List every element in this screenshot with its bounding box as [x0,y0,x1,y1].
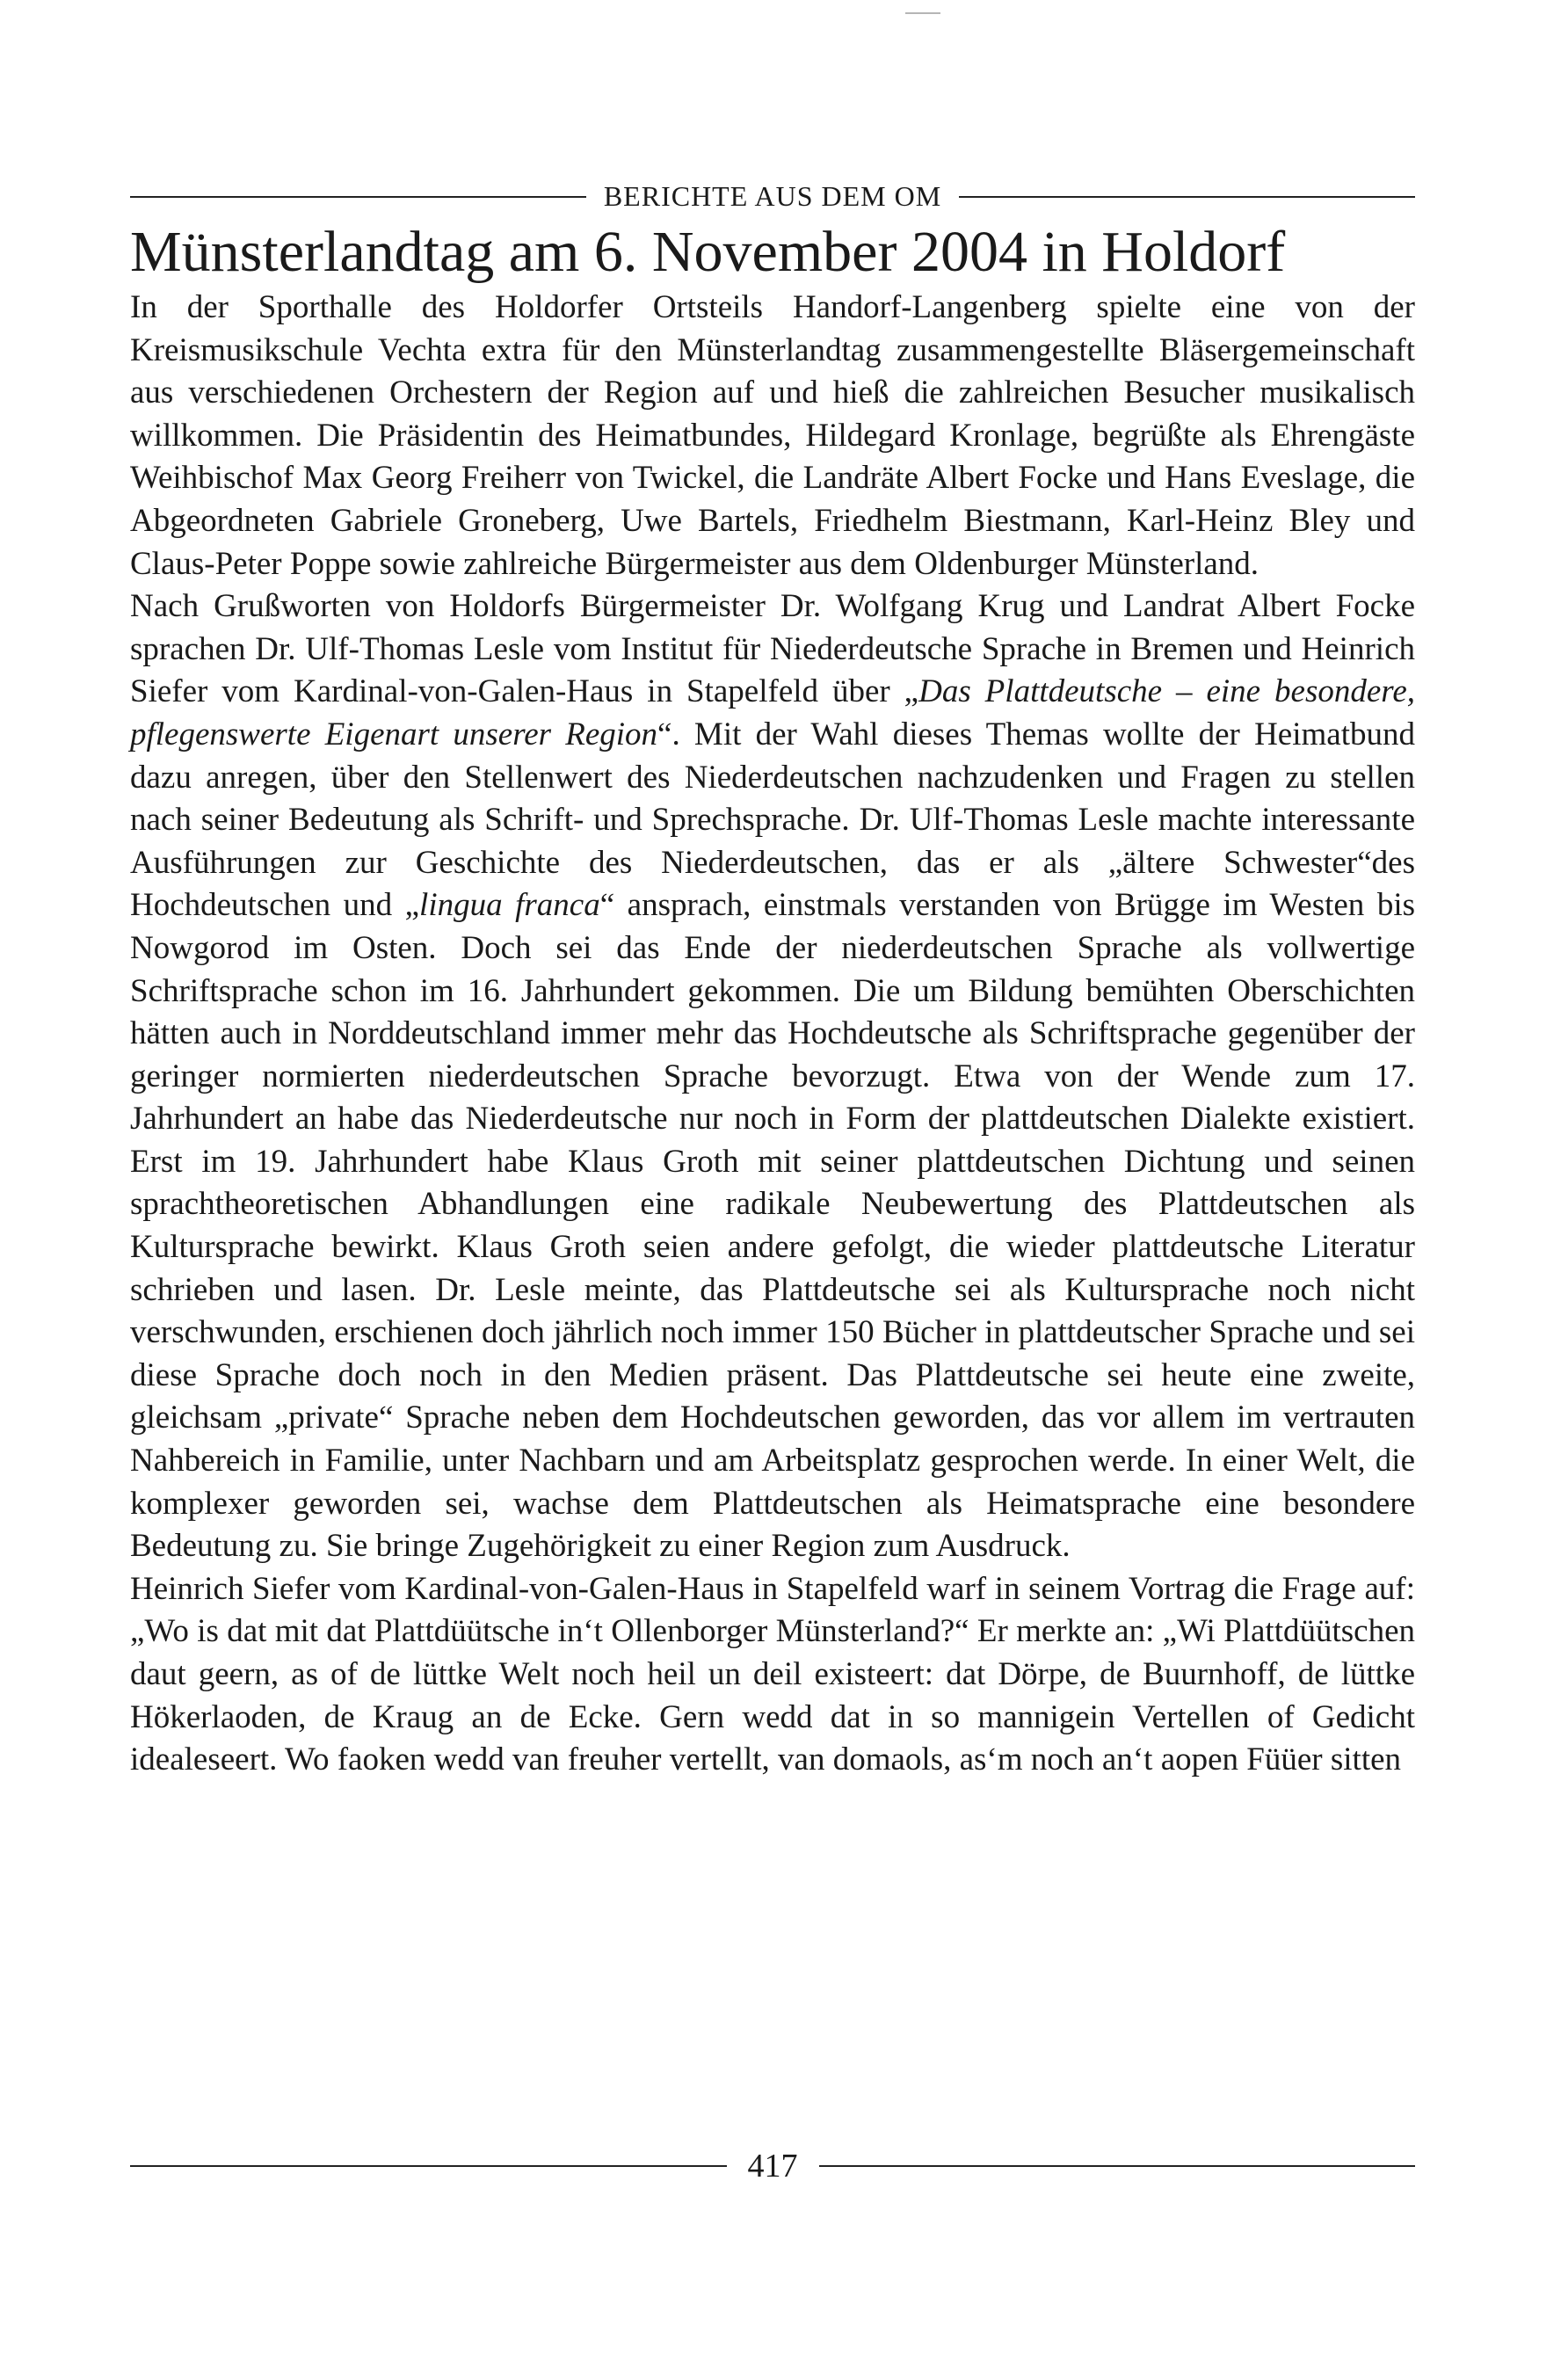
footer-row [130,2147,1415,2185]
article-body [130,287,1415,1782]
running-head: BERICHTE AUS DEM OM [603,180,942,212]
paragraph-3: Heinrich Siefer vom Kardinal-von-Galen-Haus in Stapelfeld warf in seinem Vortrag die Frage auf: „Wo is dat mit dat Plattdüütsche in‘t Ollenborger Münsterland?“ Er merkte an: „Wi Plattdüütschen daut geern, as of de lüttke Welt noch heil un deil existeert: dat Dörpe, de Buurnhoff, de lüttke Hökerlaoden, de Kraug an de Ecke. Gern wedd dat in so mannigein Vertellen of Gedicht idealeseert. Wo faoken wedd van freuher vertellt, van domaols, as‘m noch an‘t aopen Füüer sitten [130,1570,1415,1778]
paragraph-1: In der Sporthalle des Holdorfer Ortsteils Handorf-Langenberg spielte eine von der Kreismusikschule Vechta extra für den Münsterlandtag zusammengestellte Bläsergemeinschaft aus verschiedenen Orchestern der Region auf und hieß die zahlreichen Besucher musikalisch willkommen. Die Präsidentin des Heimatbundes, Hildegard Kronlage, begrüßte als Ehrengäste Weihbischof Max Georg Freiherr von Twickel, die Landräte Albert Focke und Hans Eveslage, die Abgeordneten Gabriele Groneberg, Uwe Bartels, Friedhelm Biestmann, Karl-Heinz Bley und Claus-Peter Poppe sowie zahlreiche Bürgermeister aus dem Oldenburger Münsterland. [130,289,1415,582]
paragraph-2 [130,585,1415,1568]
running-head-rule-left [130,196,586,198]
paragraph-2-intro: Nach Grußworten von Holdorfs Bürgermeister Dr. Wolfgang Krug und Landrat Albert Focke sprachen Dr. Ulf-Thomas Lesle vom Institut für Niederdeutsche Sprache in Bremen und Heinrich Siefer vom Kardinal-von-Galen-Haus in Stapelfeld über „ [130,588,1415,710]
scan-mark [905,12,940,14]
page-number: 417 [747,2148,798,2185]
running-head-row [130,180,1415,213]
page-footer [130,2147,1415,2185]
paragraph-2-middle: “. Mit der Wahl dieses Themas wollte der Heimatbund dazu anregen, über den Stellenwert des Niederdeutschen nachzudenken und Fragen zu stellen nach seiner Bedeutung als Schrift- und Sprechsprache. Dr. Ulf-Thomas Lesle machte interessante Ausführungen zur Geschichte des Niederdeutschen, das er als „ältere Schwester“des Hochdeutschen und „ [130,716,1415,924]
footer-rule-right [819,2165,1416,2167]
lingua-franca-term: lingua franca [419,887,600,924]
running-head-rule-right [959,196,1415,198]
page [130,180,1415,1782]
footer-rule-left [130,2165,727,2167]
lecture-title: Das Plattdeutsche – eine besondere, pflegenswerte Eigenart unserer Region [130,673,1415,752]
article-title: Münsterlandtag am 6. November 2004 in Holdorf [130,220,1286,284]
paragraph-2-rest: “ ansprach, einstmals verstanden von Brügge im Westen bis Nowgorod im Osten. Doch sei das Ende der niederdeutschen Sprache als vollwertige Schriftsprache schon im 16. Jahrhundert gekommen. Die um Bildung bemühten Oberschichten hätten auch in Norddeutschland immer mehr das Hochdeutsche als Schriftsprache gegenüber der geringer normierten niederdeutschen Sprache bevorzugt. Etwa von der Wende zum 17. Jahrhundert an habe das Niederdeutsche nur noch in Form der plattdeutschen Dialekte existiert. Erst im 19. Jahrhundert habe Klaus Groth mit seiner plattdeutschen Dichtung und seinen sprachtheoretischen Abhandlungen eine radikale Neubewertung des Plattdeutschen als Kultursprache bewirkt. Klaus Groth seien andere gefolgt, die wieder plattdeutsche Literatur schrieben und lasen. Dr. Lesle meinte, das Plattdeutsche sei als Kultursprache noch nicht verschwunden, erschienen doch jährlich noch immer 150 Bücher in plattdeutscher Sprache und sei diese Sprache doch noch in den Medien präsent. Das Plattdeutsche sei heute eine zweite, gleichsam „private“ Sprache neben dem Hochdeutschen geworden, das vor allem im vertrauten Nahbereich in Familie, unter Nachbarn und am Arbeitsplatz gesprochen werde. In einer Welt, die komplexer geworden sei, wachse dem Plattdeutschen als Heimatsprache eine besondere Bedeutung zu. Sie bringe Zugehörigkeit zu einer Region zum Ausdruck. [130,887,1416,1565]
